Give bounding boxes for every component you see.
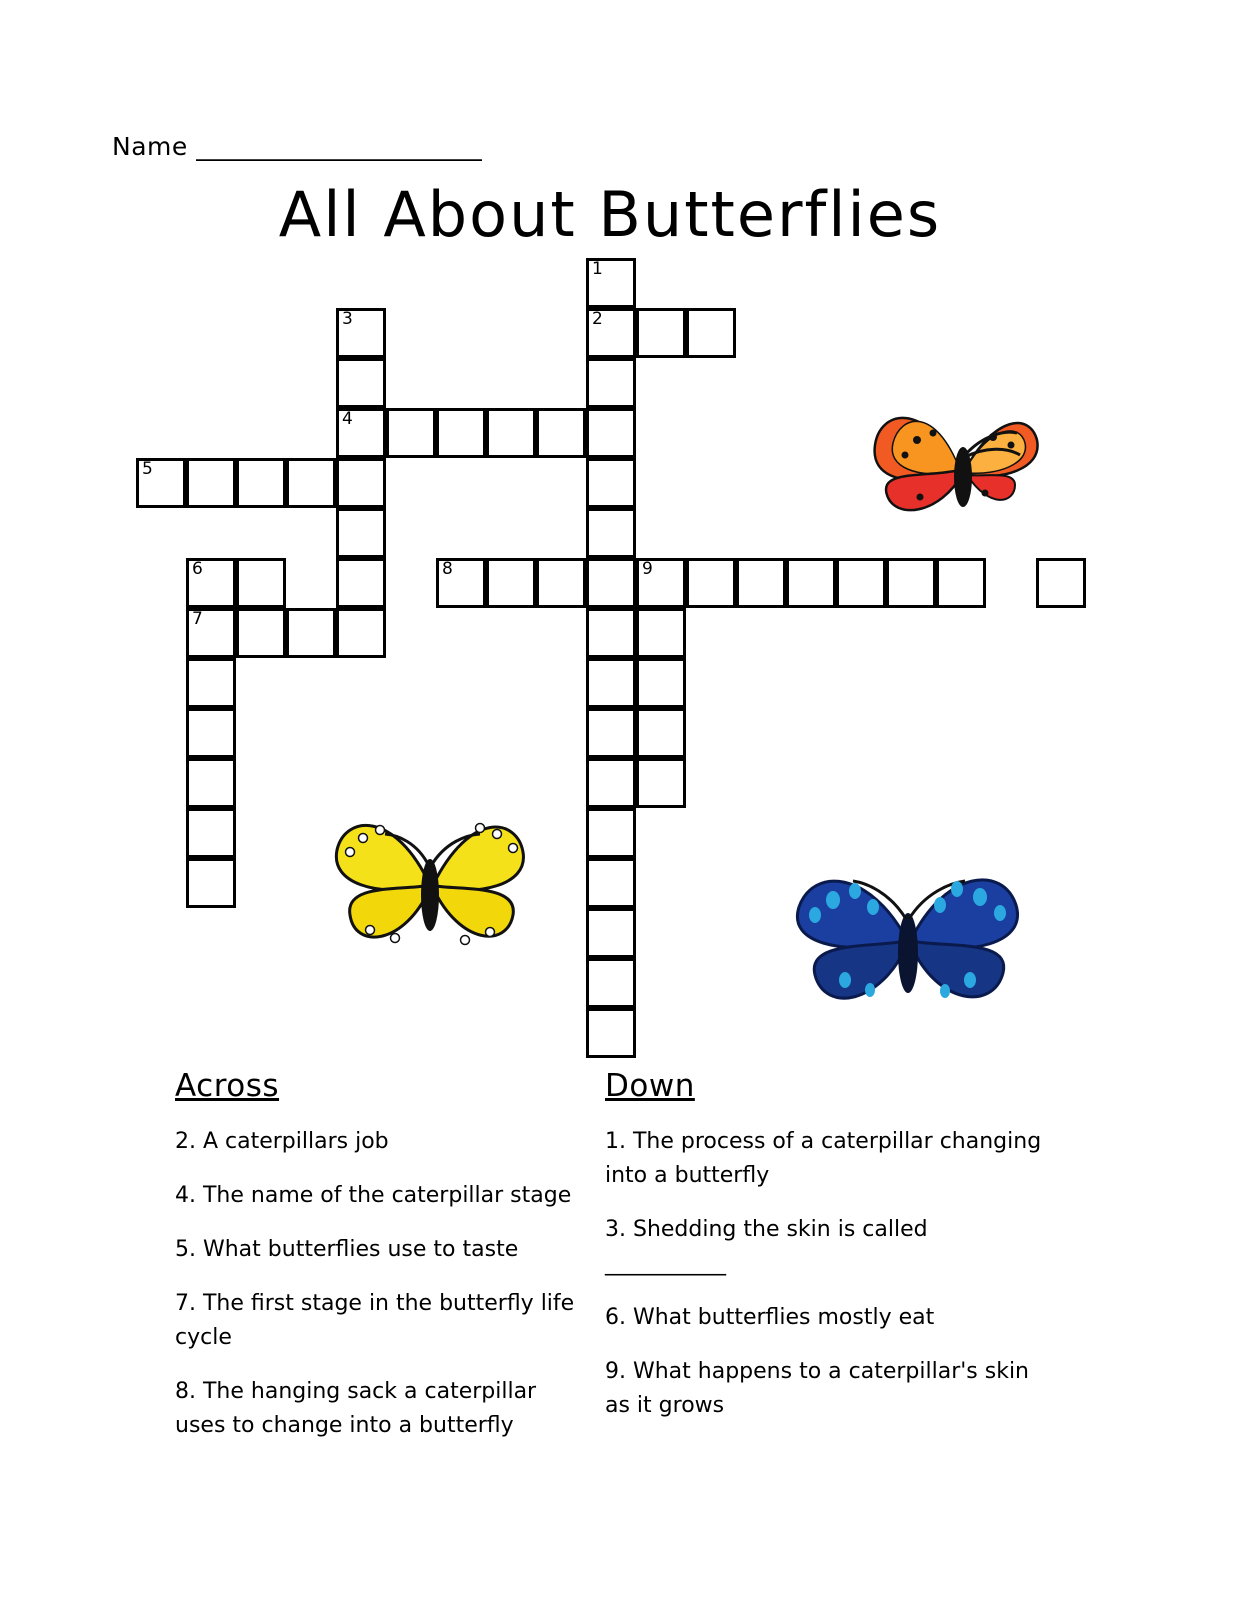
crossword-cell[interactable] xyxy=(186,758,236,808)
crossword-cell[interactable] xyxy=(636,708,686,758)
crossword-cell[interactable] xyxy=(836,558,886,608)
crossword-cell[interactable] xyxy=(586,408,636,458)
crossword-cell[interactable] xyxy=(186,458,236,508)
crossword-cell[interactable] xyxy=(1036,558,1086,608)
crossword-cell-numbered[interactable] xyxy=(586,308,636,358)
cell-number: 8 xyxy=(442,559,453,579)
crossword-cell[interactable] xyxy=(586,458,636,508)
crossword-cell[interactable] xyxy=(486,408,536,458)
cell-number: 2 xyxy=(592,309,603,329)
crossword-cell[interactable] xyxy=(586,958,636,1008)
crossword-cell[interactable] xyxy=(536,408,586,458)
crossword-cell-numbered[interactable] xyxy=(186,558,236,608)
crossword-cell[interactable] xyxy=(636,758,686,808)
crossword-cell-numbered[interactable] xyxy=(586,258,636,308)
crossword-cell[interactable] xyxy=(286,608,336,658)
cell-number: 7 xyxy=(192,609,203,629)
crossword-cell[interactable] xyxy=(886,558,936,608)
crossword-cell[interactable] xyxy=(336,358,386,408)
crossword-cell[interactable] xyxy=(586,858,636,908)
crossword-cell[interactable] xyxy=(686,558,736,608)
crossword-cell[interactable] xyxy=(586,358,636,408)
down-clue-list xyxy=(605,1125,1050,1443)
crossword-cell[interactable] xyxy=(486,558,536,608)
crossword-cell[interactable] xyxy=(586,658,636,708)
crossword-cell[interactable] xyxy=(336,608,386,658)
page-title: All About Butterflies xyxy=(278,178,942,251)
crossword-cell[interactable] xyxy=(436,408,486,458)
crossword-cell[interactable] xyxy=(586,758,636,808)
crossword-cell[interactable] xyxy=(186,858,236,908)
across-clue-item: 4. The name of the caterpillar stage xyxy=(175,1183,572,1208)
across-clue-item: 5. What butterflies use to taste xyxy=(175,1237,519,1262)
down-heading: Down xyxy=(605,1068,695,1104)
crossword-cell[interactable] xyxy=(786,558,836,608)
cell-number: 6 xyxy=(192,559,203,579)
across-heading: Across xyxy=(175,1068,280,1104)
crossword-cell-numbered[interactable] xyxy=(636,558,686,608)
crossword-cell[interactable] xyxy=(186,658,236,708)
crossword-cell-numbered[interactable] xyxy=(436,558,486,608)
across-clue-item: 8. The hanging sack a caterpillar uses to change into a butterfly xyxy=(175,1379,537,1438)
cell-number: 5 xyxy=(142,459,153,479)
across-clue-item: 7. The first stage in the butterfly life cycle xyxy=(175,1291,575,1350)
down-clue-item: 3. Shedding the skin is called ___________ xyxy=(605,1217,928,1276)
crossword-cell[interactable] xyxy=(236,558,286,608)
crossword-cell[interactable] xyxy=(186,808,236,858)
crossword-cell[interactable] xyxy=(586,708,636,758)
crossword-cell[interactable] xyxy=(236,608,286,658)
crossword-cell[interactable] xyxy=(686,308,736,358)
crossword-cell[interactable] xyxy=(586,1008,636,1058)
crossword-cell[interactable] xyxy=(586,508,636,558)
crossword-cell[interactable] xyxy=(636,308,686,358)
crossword-cell-numbered[interactable] xyxy=(336,308,386,358)
crossword-cell[interactable] xyxy=(336,558,386,608)
crossword-cell[interactable] xyxy=(586,608,636,658)
crossword-cell[interactable] xyxy=(236,458,286,508)
crossword-cell[interactable] xyxy=(736,558,786,608)
crossword-cell[interactable] xyxy=(636,608,686,658)
down-clue-item: 6. What butterflies mostly eat xyxy=(605,1305,935,1330)
across-clue-item: 2. A caterpillars job xyxy=(175,1129,389,1154)
crossword-cell[interactable] xyxy=(586,908,636,958)
crossword-cell[interactable] xyxy=(586,808,636,858)
cell-number: 4 xyxy=(342,409,353,429)
orange-butterfly-image xyxy=(865,385,1050,555)
down-clue-item: 9. What happens to a caterpillar's skin as it grows xyxy=(605,1359,1029,1418)
name-field-label: Name ______________________ xyxy=(112,132,483,161)
crossword-cell-numbered[interactable] xyxy=(336,408,386,458)
blue-butterfly-image xyxy=(785,845,1030,1030)
crossword-cell[interactable] xyxy=(186,708,236,758)
cell-number: 9 xyxy=(642,559,653,579)
yellow-butterfly-image xyxy=(325,790,535,975)
crossword-cell[interactable] xyxy=(336,458,386,508)
cell-number: 1 xyxy=(592,259,603,279)
crossword-cell[interactable] xyxy=(386,408,436,458)
crossword-cell[interactable] xyxy=(636,658,686,708)
cell-number: 3 xyxy=(342,309,353,329)
crossword-cell-numbered[interactable] xyxy=(136,458,186,508)
crossword-cell[interactable] xyxy=(536,558,586,608)
across-clue-list xyxy=(175,1125,575,1463)
crossword-cell[interactable] xyxy=(336,508,386,558)
crossword-cell[interactable] xyxy=(936,558,986,608)
crossword-cell[interactable] xyxy=(286,458,336,508)
crossword-cell[interactable] xyxy=(586,558,636,608)
down-clue-item: 1. The process of a caterpillar changing into a butterfly xyxy=(605,1129,1042,1188)
crossword-cell-numbered[interactable] xyxy=(186,608,236,658)
